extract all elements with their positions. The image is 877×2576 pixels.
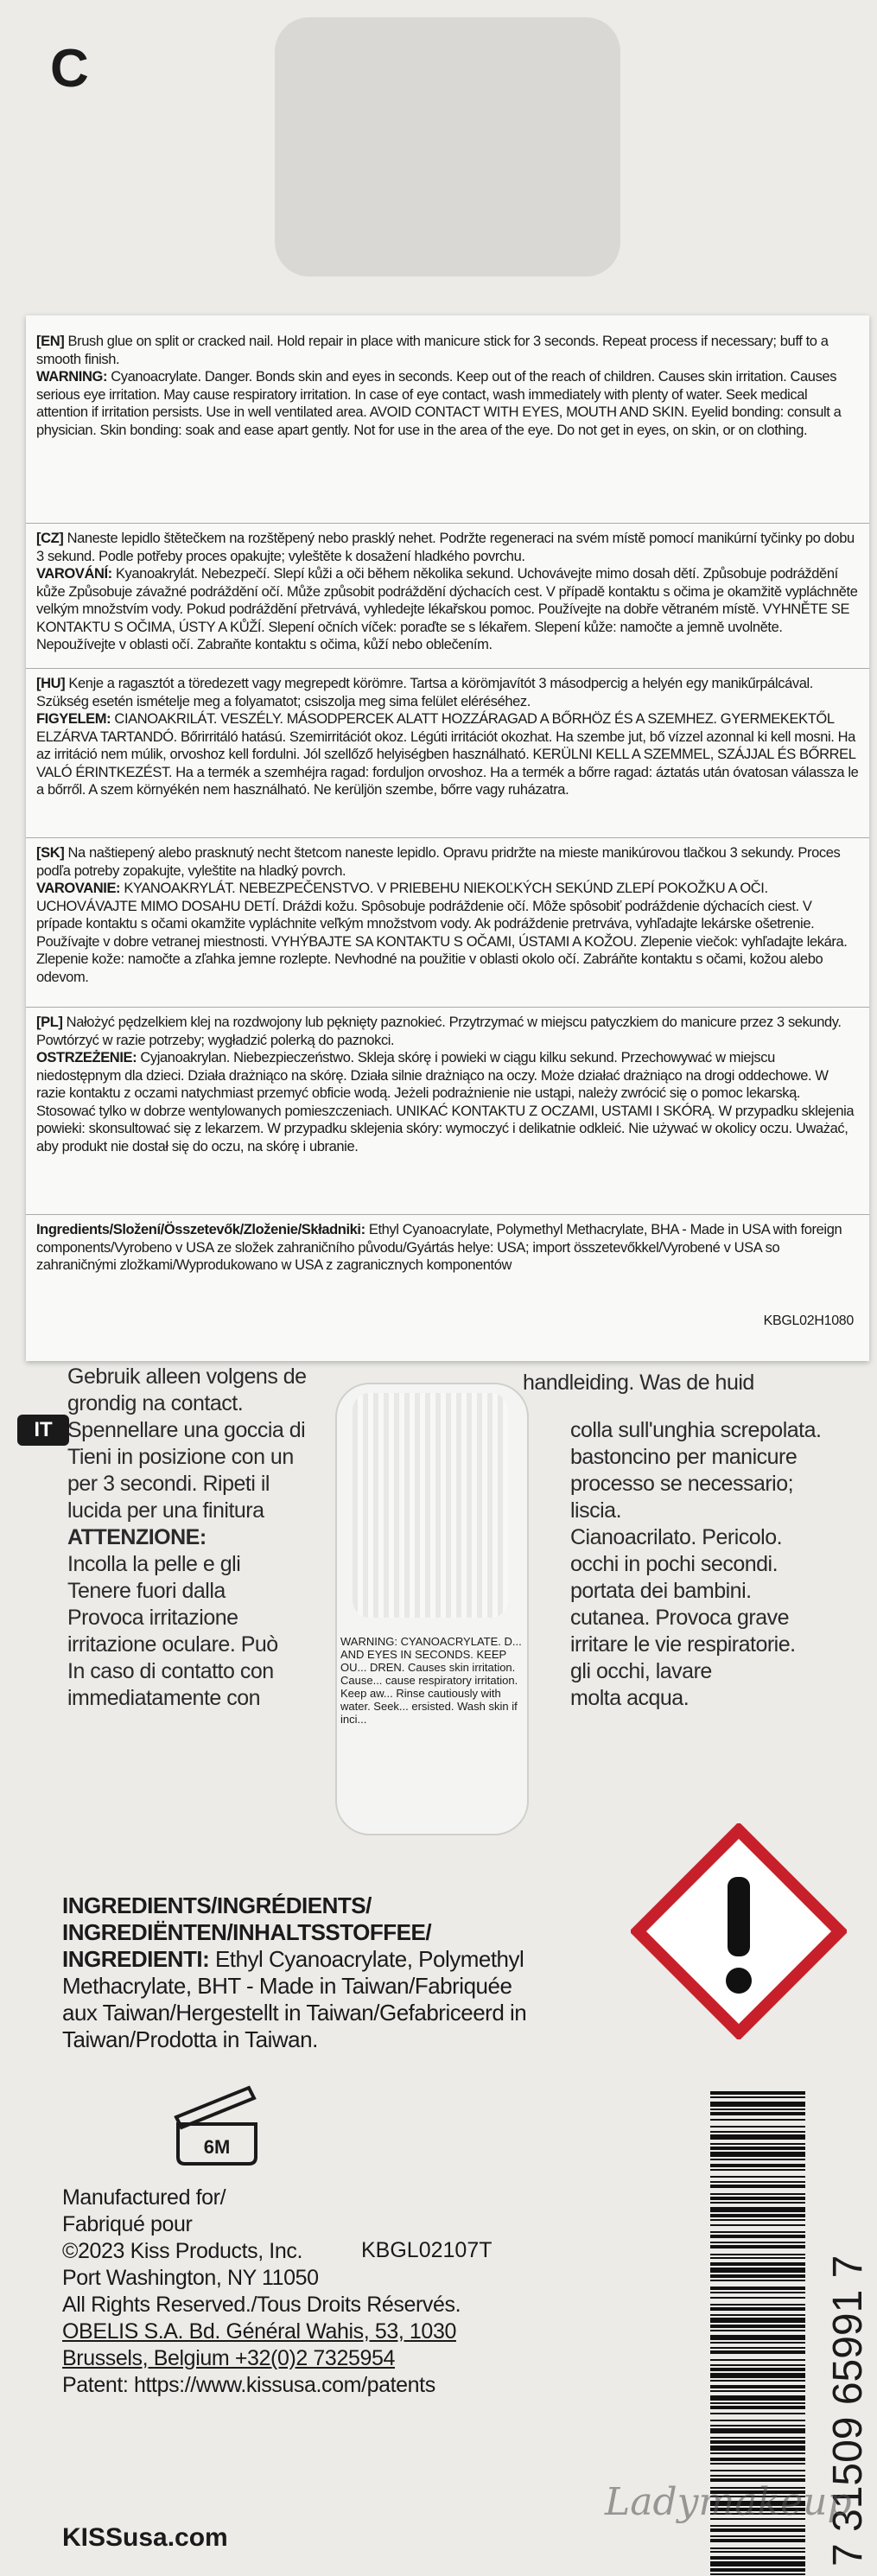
blister-bubble [335,1383,529,1835]
barcode-bar [710,2573,805,2575]
it-left2-line-3: Provoca irritazione [67,1606,238,1630]
barcode-bar [710,2437,805,2439]
barcode-bar [710,2535,805,2537]
sticker-block-cz [36,530,859,654]
warning-label-en: WARNING: [36,369,108,385]
barcode-bar [710,2440,805,2444]
warning-cz: Kyanoakrylát. Nebezpečí. Slepí kůži a oči během několika sekund. Uchovávejte mimo dosah dětí. Způsobuje podráždění kůže Způsobuje závažné podráždění očí. Může způsobit podráždění dýchacích cest. V případě kontaktu s očima je okamžitě vypláchněte velkým množstvím vody. Pokud podráždění přetrvává, vyhledejte lékařskou pomoc. Používejte na dobře větraném místě. VYHNĚTE SE KONTAKTU S OČIMA, ÚSTY A KŮŽÍ. Slepení očních víček: poraďte se s lékařem. Slepení kůže: namočte a jemně uvolněte. Nepoužívejte v oblasti očí. Zabraňte kontaktu s očima, kůží nebo oblečením. [36,566,858,652]
barcode-bar [710,2159,805,2160]
instructions-cz: Naneste lepidlo štětečkem na rozštěpený nebo prasklý nehet. Podržte regeneraci na svém místě pomocí manikúrní tyčinky po dobu 3 sekund. Podle potřeby proces opakujte; vyleštěte k dosažení hladkého povrchu. [36,531,855,564]
barcode-bar [710,2147,805,2150]
barcode-bar [710,2428,805,2433]
sticker-block-sk [36,844,859,986]
warning-label-sk: VAROVANIE: [36,881,121,896]
manufacturer-info [62,2185,598,2399]
barcode-bar [710,2561,805,2566]
barcode-bar [710,2119,805,2121]
barcode-bar [710,2109,805,2110]
barcode-bar [710,2126,805,2128]
barcode-bar [710,2176,805,2178]
sticker-block-hu [36,675,859,799]
mfr-line-4: Port Washington, NY 11050 [62,2266,319,2290]
barcode-bar [710,2539,805,2542]
barcode-bar [710,2224,805,2226]
barcode-bar [710,2359,805,2361]
it-left-line-2: Tieni in posizione con un [67,1445,294,1469]
barcode-bar [710,2325,805,2328]
translation-sticker [26,315,869,1361]
barcode-bar [710,2335,805,2340]
barcode-bar [710,2214,805,2217]
watermark: Ladymakeup [605,2480,852,2524]
it-left-line-1: Spennellare una goccia di [67,1418,306,1442]
mfr-line-8: Patent: https://www.kissusa.com/patents [62,2373,435,2397]
barcode-bar [710,2091,805,2095]
it-left2-line-1: Incolla la pelle e gli [67,1552,241,1576]
barcode-bar [710,2350,805,2354]
barcode-bar [710,2556,805,2560]
barcode-bar [710,2280,805,2281]
nl-text-right: handleiding. Was de huid [523,1371,754,1395]
barcode-bar [710,2112,805,2115]
barcode-bar [710,2219,805,2221]
barcode-bar [710,2568,805,2572]
sticker-block-en [36,333,859,439]
lang-code-sk: [SK] [36,845,65,861]
warning-label-hu: FIGYELEM: [36,711,111,727]
barcode-bar [710,2318,805,2323]
ingredienti-label: INGREDIENTI: [62,1946,210,1972]
barcode-bar [710,2292,805,2293]
it-right-line-10: gli occhi, lavare [570,1659,712,1683]
it-right-line-3: processo se necessario; [570,1472,794,1496]
ingredients-label: Ingredients/Složení/Összetevők/Zloženie/Składniki: [36,1222,365,1237]
barcode-bar [710,2380,805,2382]
divider [26,1214,869,1215]
barcode-bar [710,2373,805,2378]
instructions-hu: Kenje a ragasztót a töredezett vagy megrepedt körömre. Tartsa a körömjavítót 3 másodpercig a helyén egy manikűrpálcával. Szükség esetén ismételje meg a folyamatot; csiszolja meg sima felület eléréséhez. [36,676,813,709]
instructions-en: Brush glue on split or cracked nail. Hold repair in place with manicure stick for 3 seconds. Repeat process if necessary; buff to a smooth finish. [36,334,829,367]
nl-text-line-1: Gebruik alleen volgens de [67,1364,307,1389]
barcode-bar [710,2131,805,2133]
it-right-line-9: irritare le vie respiratorie. [570,1632,796,1657]
divider [26,1007,869,1008]
lang-code-en: [EN] [36,334,65,349]
warning-pl: Cyjanoakrylan. Niebezpieczeństwo. Skleja skórę i powieki w ciągu kilku sekund. Przechowywać w miejscu niedostępnym dla dzieci. Działa drażniąco na skórę. Działa silnie drażniąco na oczy. Może działać drażniąco na drogi oddechowe. W razie kontaktu z oczami natychmiast przemyć obficie wodą. Jeżeli podrażnienie nie ustąpi, należy zwrócić się o pomoc lekarską. Stosować tylko w dobrze wentylowanych pomieszczeniach. UNIKAĆ KONTAKTU Z OCZAMI, USTAMI I SKÓRĄ. W przypadku sklejenia powieki: skonsultować się z lekarzem. W przypadku sklejenia skóry: wymoczyć i delikatnie odkleić. Nie używać w okolicy oczu. Uważać, aby produkt nie dostał się do oczu, na skórę i ubranie. [36,1050,855,1154]
warning-en: Cyanoacrylate. Danger. Bonds skin and eyes in seconds. Keep out of the reach of children. Causes skin irritation. Causes serious eye irritation. May cause respiratory irritation. In case of eye contact, wash immediately with plenty of water. Seek medical attention if irritation persists. Use in well ventilated area. AVOID CONTACT WITH EYES, MOUTH AND SKIN. Eyelid bonding: consult a physician. Skin bonding: soak and ease apart gently. Not for use in the area of the eye. Do not get in eyes, on skin, or on clothing. [36,369,842,438]
instructions-sk: Na naštiepený alebo prasknutý necht štetcom naneste lepidlo. Opravu pridržte na mieste manikúrovou tlačkou 3 sekundy. Proces podľa potreby zopakujte, vyleštite na hladký povrch. [36,845,841,879]
barcode-bar [710,2551,805,2553]
lang-code-pl: [PL] [36,1014,63,1030]
lang-code-hu: [HU] [36,676,66,691]
it-left2-line-6: immediatamente con [67,1686,261,1710]
ingredients-section [62,1892,546,2053]
barcode-bar [710,2368,805,2371]
it-right-line-8: cutanea. Provoca grave [570,1606,790,1630]
barcode-bar [710,2307,805,2311]
ingredients-heading-1: INGREDIENTS/INGRÉDIENTS/ [62,1892,372,1918]
ingredients-list: Ethyl Cyanoacrylate, Polymethyl Methacrylate, BHT - Made in Taiwan/Fabriquée aux Taiwan/Hergestellt in Taiwan/Gefabriceerd in Taiwan/Prodotta in Taiwan. [62,1946,527,2052]
it-left-line-3: per 3 secondi. Ripeti il [67,1472,270,1496]
barcode-bar [710,2304,805,2306]
barcode-bar [710,2242,805,2243]
warning-sk: KYANOAKRYLÁT. NEBEZPEČENSTVO. V PRIEBEHU NIEKOĽKÝCH SEKÚND ZLEPÍ POKOŽKU A OČI. UCHOVÁVAJTE MIMO DOSAHU DETÍ. Dráždi kožu. Spôsobuje podráždenie očí. Môže spôsobiť podráždenie dýchacích ciest. V prípade kontaktu s očami okamžite vypláchnite veľkým množstvom vody. Ak podráždenie pretrváva, vyhľadajte lekárske ošetrenie. Používajte v dobre vetranej miestnosti. VYHÝBAJTE SA KONTAKTU S OČAMI, ÚSTAMI A KOŽOU. Zlepenie viečok: vyhľadajte lekára. Zlepenie kože: namočte a zľahka jemne rozlepte. Nevhodné na použitie v oblasti okolo očí. Zabráňte kontaktu s očami, kožou alebo odevom. [36,881,848,985]
it-left2-line-5: In caso di contatto con [67,1659,274,1683]
barcode-bar [710,2202,805,2204]
sticker-product-code: KBGL02H1080 [763,1313,854,1328]
mfr-line-1: Manufactured for/ [62,2185,226,2210]
barcode-bar [710,2528,805,2532]
barcode-bar [710,2547,805,2549]
barcode-bar [710,2463,805,2465]
barcode-bar [710,2452,805,2454]
product-code: KBGL02107T [361,2238,493,2262]
warning-label-pl: OSTRZEŻENIE: [36,1050,137,1065]
ingredients-text: Ethyl Cyanoacrylate, Polymethyl Methacrylate, BHA - Made in USA with foreign components/Vyrobeno v USA ze složek zahraničního původu/Gyártás helye: USA; import összetevőkkel/Vyrobené v USA so zahraničnými zložkami/Wyprodukowano w USA z zagranicznych komponentów [36,1222,842,1273]
barcode-bar [710,2390,805,2392]
barcode-bar [710,2102,805,2107]
barcode-bar [710,2268,805,2273]
barcode-bar [710,2262,805,2266]
website: KISSusa.com [62,2523,228,2552]
barcode-bar [710,2420,805,2421]
mfr-line-7: Brussels, Belgium +32(0)2 7325954 [62,2346,395,2370]
barcode-bar [710,2245,805,2248]
corner-letter: C [50,39,89,99]
open-jar-icon [169,2081,264,2167]
divider [26,668,869,669]
barcode-bar [710,2193,805,2195]
barcode-bar [710,2458,805,2461]
barcode-bar [710,2152,805,2157]
barcode-bar [710,2470,805,2471]
hang-hole [275,17,620,277]
barcode-bar [710,2231,805,2233]
sticker-block-pl [36,1014,859,1155]
mfr-line-5: All Rights Reserved./Tous Droits Réservés. [62,2293,461,2317]
nl-text-line-2: grondig na contact. [67,1391,244,1415]
it-language-badge: IT [17,1415,69,1446]
barcode-bar [710,2185,805,2188]
barcode-bar [710,2364,805,2366]
barcode-bar [710,2342,805,2344]
glue-bottle-cap [353,1393,508,1618]
barcode-bar [710,2402,805,2404]
barcode-bar [710,2169,805,2171]
instructions-pl: Nałożyć pędzelkiem klej na rozdwojony lub pęknięty paznokieć. Przytrzymać w miejscu patyczkiem do manicure przez 3 sekundy. Powtórzyć w razie potrzeby; wygładzić polerką do paznokci. [36,1014,842,1048]
warning-label-cz: VAROVÁNÍ: [36,566,112,582]
warning-hu: CIANOAKRILÁT. VESZÉLY. MÁSODPERCEK ALATT HOZZÁRAGAD A BŐRHÖZ ÉS A SZEMHEZ. GYERMEKEKTŐL ELZÁRVA TARTANDÓ. Bőrirritáló hatású. Szemirritációt okoz. Légúti irritációt okozhat. Ha szembe jut, bő vízzel azonnal ki kell mosni. Ha az irritáció nem múlik, orvoshoz kell fordulni. Jól szellőző helyiségben használható. KERÜLNI KELL A SZEMMEL, SZÁJJAL ÉS BŐRREL VALÓ ÉRINTKEZÉST. Ha a termék a szemhéjra ragad: forduljon orvoshoz. Ha a termék a bőrre ragad: áztatás után óvatosan válassza le a bőrről. A szem környékén nem használható. Ne kerüljön szembe, bőrre vagy ruházatra. [36,711,859,798]
barcode-bar [710,2347,805,2349]
it-right-line-2: bastoncino per manicure [570,1445,798,1469]
barcode-bar [710,2297,805,2299]
it-left2-line-2: Tenere fuori dalla [67,1579,226,1603]
ingredients-heading-2: INGREDIËNTEN/INHALTSSTOFFEE/ [62,1919,432,1945]
barcode-bar [710,2425,805,2427]
mfr-line-2: Fabriqué pour [62,2212,193,2236]
barcode-bar [710,2395,805,2401]
divider [26,837,869,838]
barcode-bar [710,2330,805,2331]
barcode-bar [710,2254,805,2255]
barcode-bar [710,2287,805,2290]
it-right-line-5: Cianoacrilato. Pericolo. [570,1525,783,1549]
barcode-bar [710,2096,805,2098]
it-right-line-4: liscia. [570,1498,622,1523]
it-right-line-1: colla sull'unghia screpolata. [570,1418,822,1442]
barcode-bar [710,2274,805,2278]
barcode-bar [710,2385,805,2388]
barcode-bar [710,2406,805,2409]
it-right-line-7: portata dei bambini. [570,1579,752,1603]
barcode-bar [710,2134,805,2140]
lang-code-cz: [CZ] [36,531,64,546]
mfr-line-6: OBELIS S.A. Bd. Général Wahis, 53, 1030 [62,2319,456,2344]
barcode-bar [710,2314,805,2316]
it-right-line-11: molta acqua. [570,1686,690,1710]
barcode-bar [710,2207,805,2212]
barcode-bar [710,2475,805,2477]
barcode-bar [710,2235,805,2238]
barcode-bar [710,2181,805,2183]
barcode-bar [710,2197,805,2200]
it-left2-line-4: irritazione oculare. Può [67,1632,278,1657]
pao-label: 6M [203,2136,231,2158]
barcode-bar [710,2164,805,2167]
barcode-bar [710,2143,805,2145]
barcode-bar [710,2446,805,2451]
barcode-bar [710,2413,805,2414]
bottle-warning-label: WARNING: CYANOACRYLATE. D... AND EYES IN SECONDS. KEEP OU... DREN. Causes skin irritation. Cause... cause respiratory irritation. Keep aw... Rinse cautiously with water. Seek... ersisted. Wash skin if inci... [340,1635,522,1726]
barcode-bar [710,2257,805,2259]
svg-text:7 31509 65991 7: 7 31509 65991 7 [825,2255,871,2566]
it-right-line-6: occhi in pochi secondi. [570,1552,778,1576]
it-left-line-4: lucida per una finitura [67,1498,264,1523]
hazard-exclamation-icon [631,1823,847,2039]
barcode-bar [710,2525,805,2527]
divider [26,523,869,524]
sticker-ingredients [36,1221,859,1275]
mfr-line-3: ©2023 Kiss Products, Inc. [62,2239,303,2263]
it-warning-label: ATTENZIONE: [67,1525,207,1549]
